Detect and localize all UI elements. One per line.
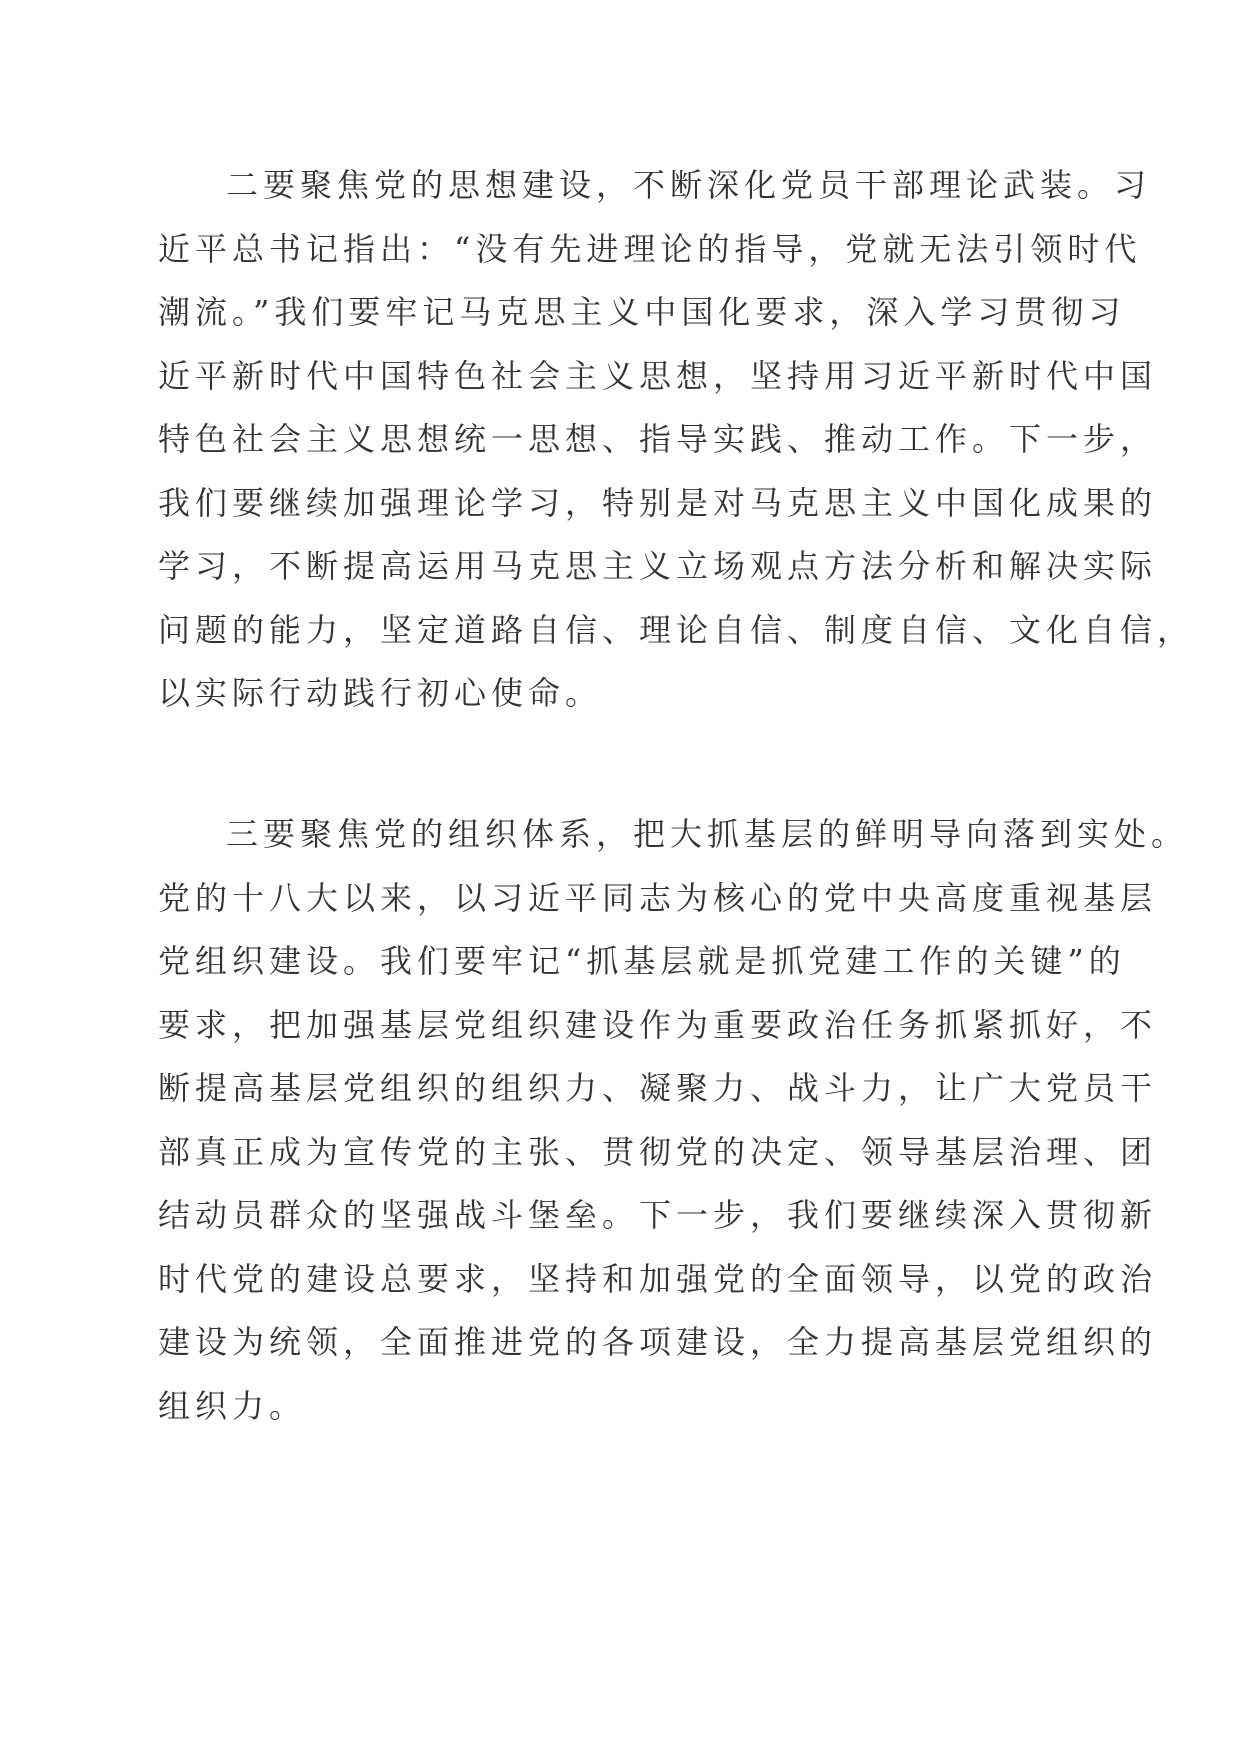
- paragraph-line: 党组织建设。我们要牢记“抓基层就是抓党建工作的关键”的: [158, 942, 1126, 980]
- paragraph-line: 断提高基层党组织的组织力、凝聚力、战斗力，让广大党员干: [158, 1069, 1158, 1107]
- paragraph-line: 部真正成为宣传党的主张、贯彻党的决定、领导基层治理、团: [158, 1132, 1158, 1171]
- paragraph-line: 潮流。”我们要牢记马克思主义中国化要求，深入学习贯彻习: [158, 293, 1126, 331]
- paragraph-line: 三要聚焦党的组织体系，把大抓基层的鲜明导向落到实处。: [226, 815, 1189, 853]
- paragraph-organizational-system: [158, 803, 1189, 1438]
- paragraph-line: 结动员群众的坚强战斗堡垒。下一步，我们要继续深入贯彻新: [158, 1196, 1158, 1234]
- paragraph-line: 时代党的建设总要求，坚持和加强党的全面领导，以党的政治: [158, 1259, 1158, 1298]
- paragraph-line: 组织力。: [158, 1386, 307, 1425]
- paragraph-line: 建设为统领，全面推进党的各项建设，全力提高基层党组织的: [158, 1323, 1158, 1361]
- paragraph-line: 学习，不断提高运用马克思主义立场观点方法分析和解决实际: [158, 547, 1158, 585]
- paragraph-line: 特色社会主义思想统一思想、指导实践、推动工作。下一步，: [158, 420, 1158, 458]
- paragraph-line: 近平总书记指出：“没有先进理论的指导，党就无法引领时代: [158, 229, 1142, 268]
- paragraph-ideological-building: [158, 154, 1195, 726]
- paragraph-line: 以实际行动践行初心使命。: [158, 674, 603, 712]
- paragraph-line: 近平新时代中国特色社会主义思想，坚持用习近平新时代中国: [158, 356, 1158, 395]
- paragraph-line: 我们要继续加强理论学习，特别是对马克思主义中国化成果的: [158, 483, 1158, 522]
- paragraph-line: 问题的能力，坚定道路自信、理论自信、制度自信、文化自信，: [158, 610, 1195, 649]
- paragraph-line: 要求，把加强基层党组织建设作为重要政治任务抓紧抓好，不: [158, 1005, 1158, 1044]
- paragraph-line: 党的十八大以来，以习近平同志为核心的党中央高度重视基层: [158, 878, 1158, 917]
- paragraph-line: 二要聚焦党的思想建设，不断深化党员干部理论武装。习: [226, 166, 1152, 204]
